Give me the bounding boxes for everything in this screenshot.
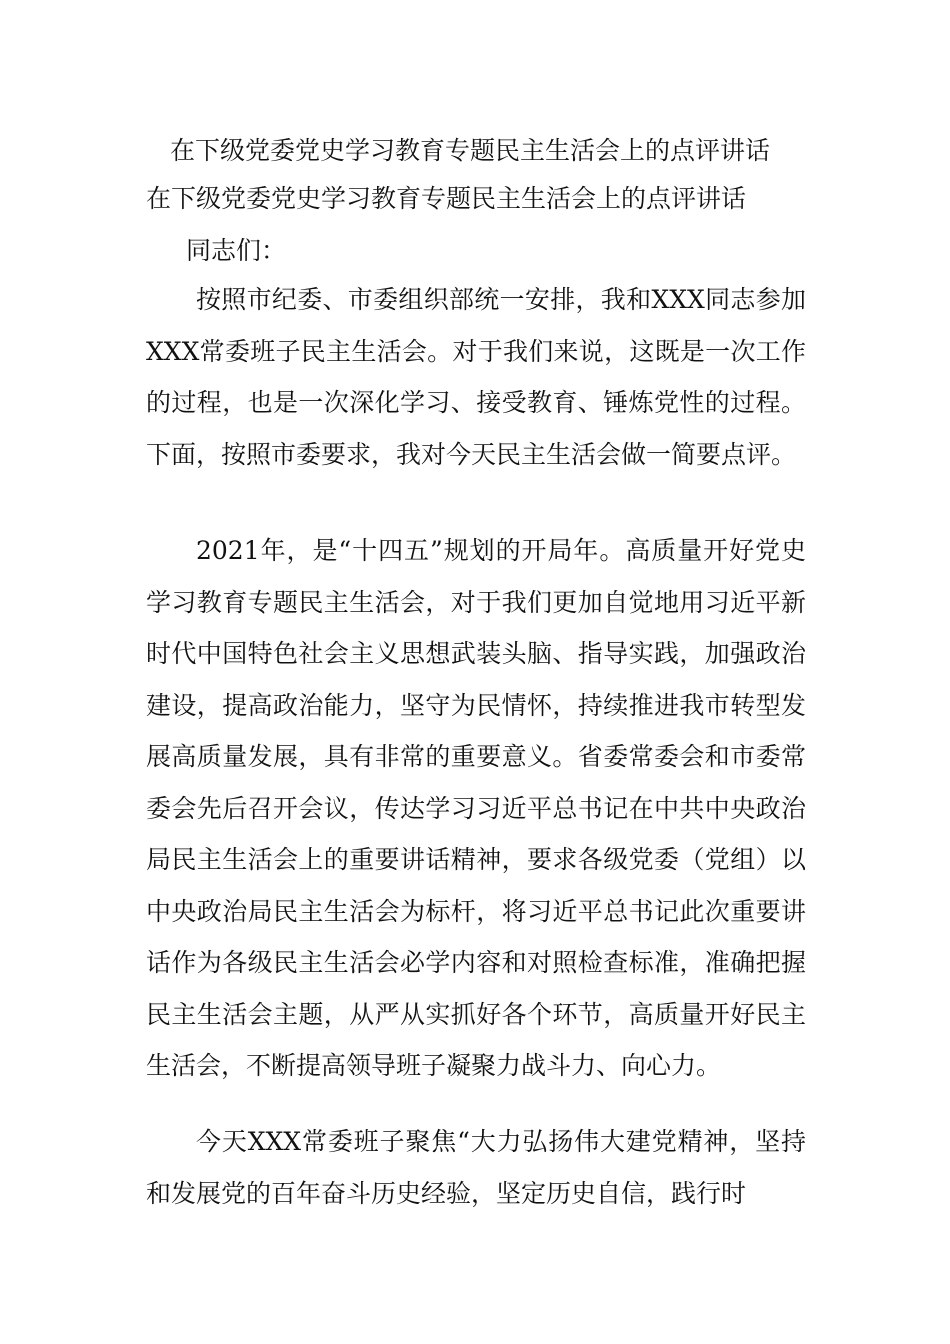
document-subtitle: 在下级党委党史学习教育专题民主生活会上的点评讲话 [146,184,747,213]
salutation: 同志们： [186,236,287,265]
paragraph-1: 按照市纪委、市委组织部统一安排，我和XXX同志参加XXX常委班子民主生活会。对于我们来说，这既是一次工作的过程，也是一次深化学习、接受教育、锤炼党性的过程。下面，按照市委要求，我对今天民主生活会做一简要点评。 [146,285,806,469]
paragraph-2: 2021年，是“十四五”规划的开局年。高质量开好党史学习教育专题民主生活会，对于我们更加自觉地用习近平新时代中国特色社会主义思想武装头脑、指导实践，加强政治建设，提高政治能力，坚守为民情怀，持续推进我市转型发展高质量发展，具有非常的重要意义。省委常委会和市委常委会先后召开会议，传达学习习近平总书记在中共中央政治局民主生活会上的重要讲话精神，要求各级党委（党组）以中央政治局民主生活会为标杆，将习近平总书记此次重要讲话作为各级民主生活会必学内容和对照检查标准，准确把握民主生活会主题，从严从实抓好各个环节，高质量开好民主生活会，不断提高领导班子凝聚力战斗力、向心力。 [146,536,806,1080]
paragraph-3: 今天XXX常委班子聚焦“大力弘扬伟大建党精神，坚持和发展党的百年奋斗历史经验，坚定历史自信，践行时 [146,1127,806,1208]
document-title: 在下级党委党史学习教育专题民主生活会上的点评讲话 [170,136,771,165]
